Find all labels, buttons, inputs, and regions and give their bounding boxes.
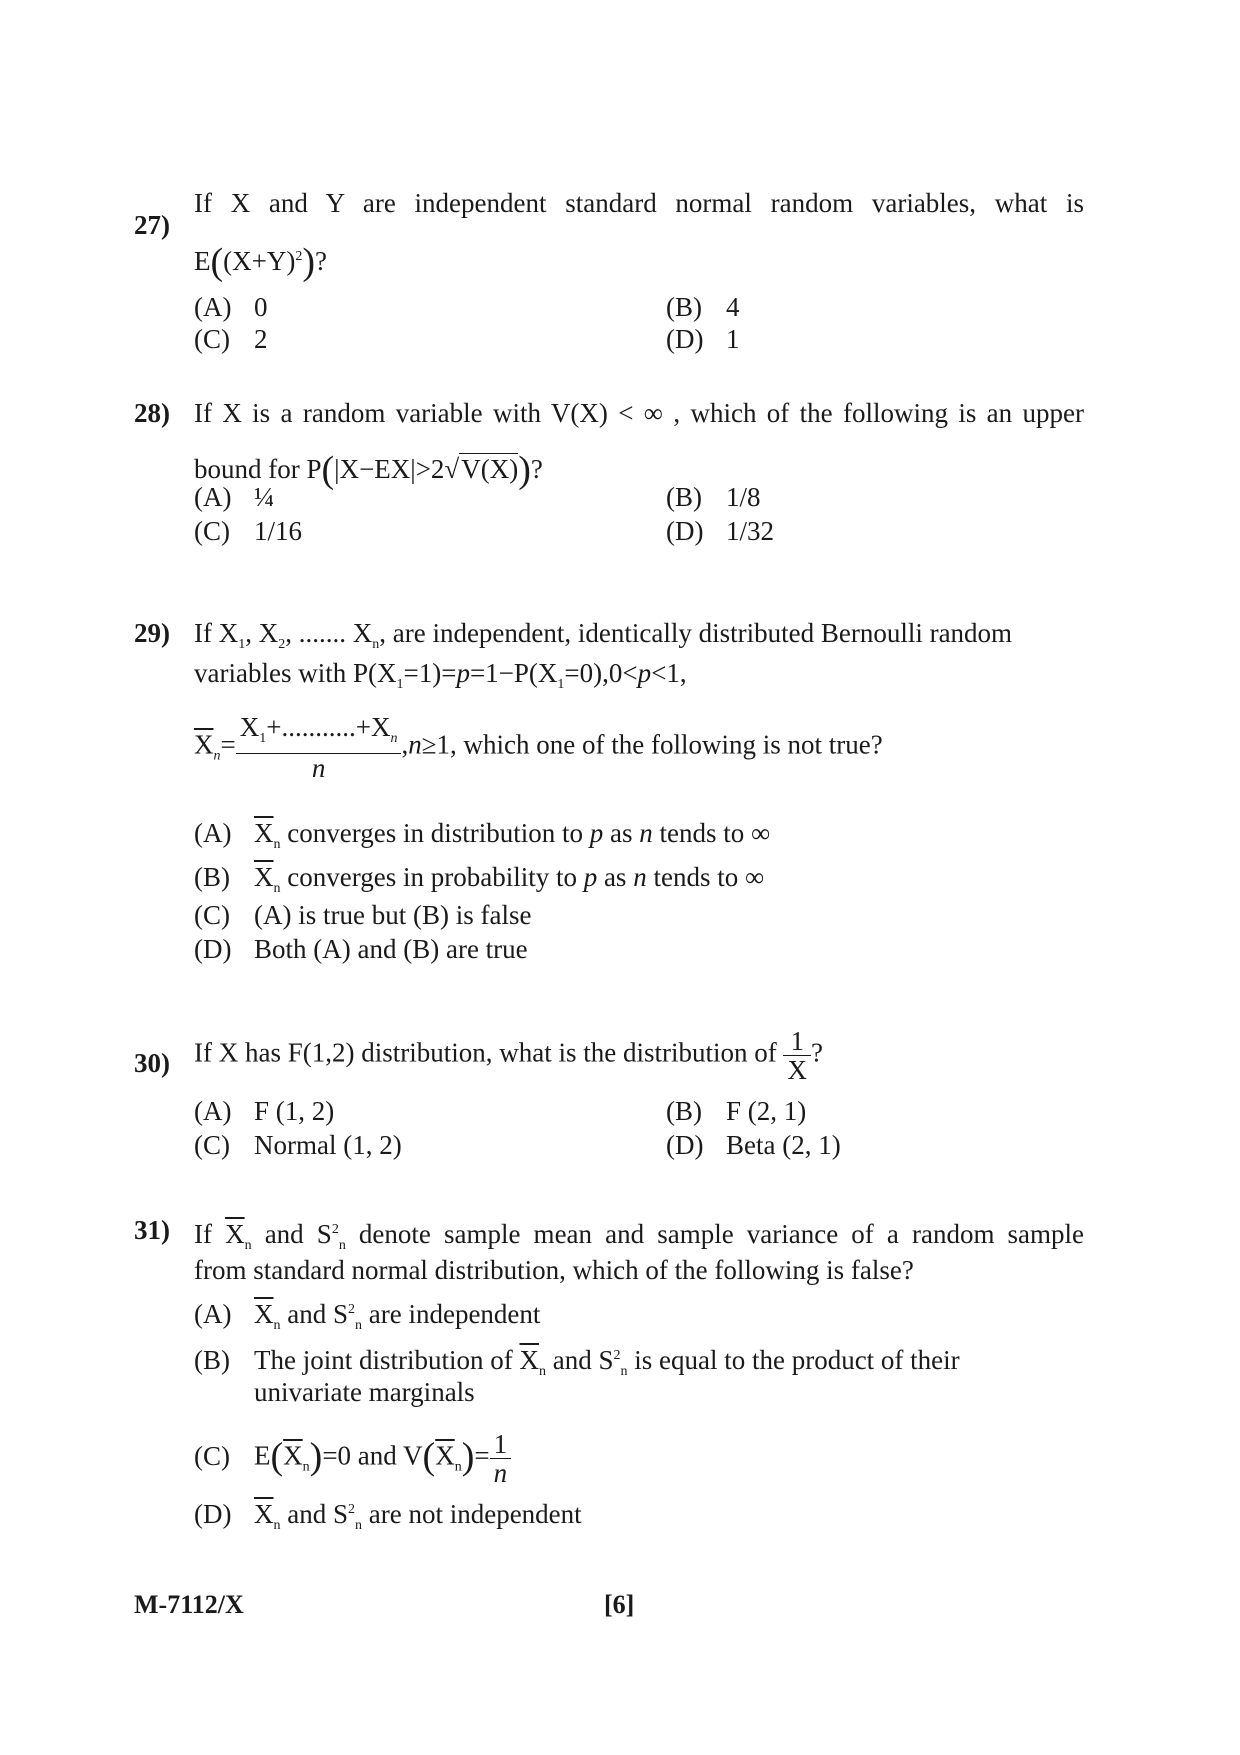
option-a: (A) F (1, 2) — [194, 1096, 335, 1126]
option-a: (A) $\overline{X}_n$ converges in distribution to p as n tends to ∞ — [194, 818, 771, 852]
question-stem: If X and Y are independent standard normal random variables, what is — [194, 188, 1084, 218]
question-number: 28) — [134, 398, 170, 428]
question-number: 31) — [134, 1215, 170, 1245]
option-a: (A) ¼ — [194, 482, 275, 512]
question-number: 29) — [134, 618, 170, 648]
option-b: (B) $\overline{X}_n$ converges in probability to p as n tends to ∞ — [194, 862, 765, 896]
option-d: (D) $\overline{X}_n$ and $S^2_n$ are not independent — [194, 1499, 582, 1533]
option-c: (C) $E(\overline{X}_n)=0$ and $V(\overline{X}_n)=$ $\frac{1}{n}$ — [194, 1430, 511, 1488]
option-a: (A) 0 — [194, 292, 268, 322]
option-c: (C) Normal (1, 2) — [194, 1130, 402, 1160]
option-c: (C) (A) is true but (B) is false — [194, 900, 532, 930]
option-c: (C) 1/16 — [194, 516, 303, 546]
question-stem: If $X_1$, $X_2$, ....... $X_n$, are independent, identically distributed Bernoulli random — [194, 618, 1013, 652]
option-b: (B) 4 — [666, 292, 740, 322]
option-b: (B) F (2, 1) — [666, 1096, 807, 1126]
option-d: (D) Both (A) and (B) are true — [194, 934, 528, 964]
page-number: [6] — [604, 1590, 635, 1619]
question-stem: If $\overline{X}_n$ and $S^2_n$ denote sample mean and sample variance of a random sample — [194, 1219, 1085, 1253]
math-expression: bound for P(|X−EX|>2√V(X))? — [194, 449, 543, 491]
question-stem-line2: from standard normal distribution, which of the following is false? — [194, 1255, 914, 1285]
option-d: (D) 1/32 — [666, 516, 775, 546]
option-b-continued: univariate marginals — [254, 1377, 475, 1407]
math-expression: $E((X+Y)^2)$? — [194, 241, 328, 283]
option-c: (C) 2 — [194, 324, 268, 354]
math-expression: $\overline{X}_n=$ $\frac{X_1+...........+X_n}{n}$ ,n≥1, which one of the following is not true? — [194, 712, 883, 783]
question-number: 27) — [134, 210, 170, 240]
option-b: (B) 1/8 — [666, 482, 761, 512]
option-d: (D) 1 — [666, 324, 740, 354]
question-number: 30) — [134, 1048, 170, 1078]
question-stem: If X has F(1,2) distribution, what is the distribution of $\frac{1}{X}$ ? — [194, 1026, 823, 1085]
option-b: (B) The joint distribution of $\overline{X}_n$ and $S^2_n$ is equal to the product of their — [194, 1345, 960, 1379]
footer-code: M-7112/X — [134, 1590, 244, 1619]
question-stem-line2: variables with $P(X_1=1)=p=1-P(X_1=0),0<p<1$, — [194, 658, 687, 692]
option-a: (A) $\overline{X}_n$ and $S^2_n$ are independent — [194, 1299, 541, 1333]
question-stem: If X is a random variable with V(X) < ∞ , which of the following is an upper — [194, 398, 1084, 428]
option-d: (D) Beta (2, 1) — [666, 1130, 841, 1160]
